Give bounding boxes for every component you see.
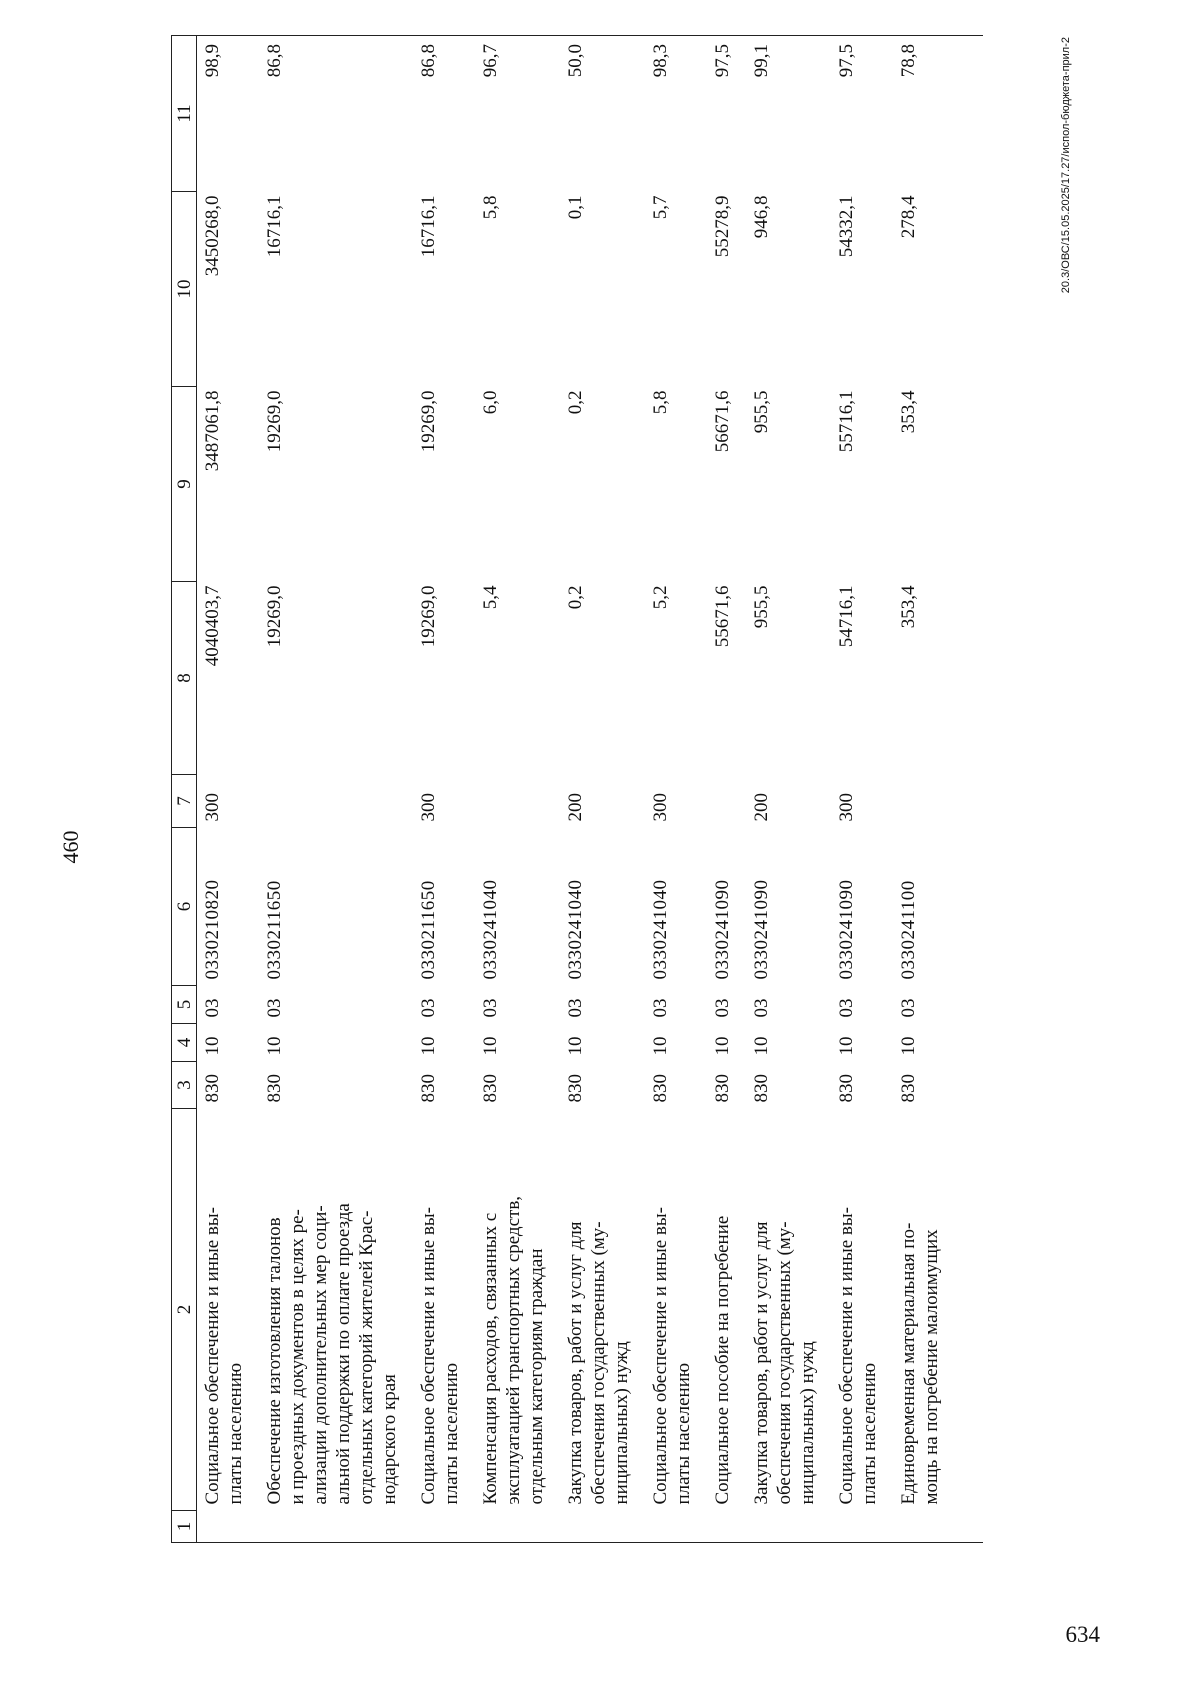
cell-c2: Социальное пособие на погребение [712, 1215, 733, 1505]
cell-c3: 830 [480, 1074, 501, 1103]
column-header-2: 2 [172, 1109, 197, 1511]
cell-c11: 97,5 [831, 36, 893, 192]
cell-c8: 5,2 [650, 585, 671, 610]
column-header-5: 5 [172, 986, 197, 1024]
cell-c9: 353,4 [898, 390, 919, 434]
page-number: 460 [58, 830, 83, 864]
table-row [259, 36, 413, 1543]
cell-c9: 5,8 [650, 390, 671, 415]
cell-c7 [475, 775, 560, 828]
cell-c9: 955,5 [751, 390, 772, 434]
cell-c1 [560, 1511, 645, 1543]
cell-c7: 300 [650, 793, 671, 822]
cell-c6: 0330241040 [480, 879, 501, 980]
cell-c3: 830 [751, 1074, 772, 1103]
cell-c2: Социальное обеспечение и иные вы- платы населению [418, 1207, 462, 1505]
cell-c8: 5,4 [480, 585, 501, 610]
cell-c7 [259, 775, 413, 828]
table-row [831, 36, 893, 1543]
cell-c4: 10 [565, 1036, 586, 1056]
cell-c1 [475, 1511, 560, 1543]
cell-c10: 946,8 [751, 195, 772, 239]
cell-c1 [746, 1511, 831, 1543]
table-row [197, 36, 260, 1543]
cell-c9: 3487061,8 [202, 390, 223, 472]
cell-c11: 98,3 [645, 36, 707, 192]
cell-c5: 03 [202, 998, 223, 1018]
budget-table [171, 35, 983, 1543]
cell-c7 [893, 775, 983, 828]
column-header-11: 11 [172, 36, 197, 192]
table-row [560, 36, 645, 1543]
cell-c5: 03 [836, 998, 857, 1018]
cell-c8: 19269,0 [418, 585, 439, 648]
cell-c1 [413, 1511, 475, 1543]
cell-c7: 300 [202, 793, 223, 822]
cell-c5: 03 [264, 998, 285, 1018]
cell-c11: 96,7 [475, 36, 560, 192]
cell-c11: 99,1 [746, 36, 831, 192]
cell-c11: 78,8 [893, 36, 983, 192]
cell-c1 [259, 1511, 413, 1543]
cell-c3: 830 [712, 1074, 733, 1103]
cell-c2: Социальное обеспечение и иные вы- платы населению [836, 1207, 880, 1505]
cell-c6: 0330241040 [650, 879, 671, 980]
cell-c9: 0,2 [565, 390, 586, 415]
cell-c10: 54332,1 [836, 195, 857, 258]
cell-c3: 830 [650, 1074, 671, 1103]
cell-c2: Социальное обеспечение и иные вы- платы населению [202, 1207, 246, 1505]
cell-c7: 200 [751, 793, 772, 822]
table-row [413, 36, 475, 1543]
cell-c4: 10 [751, 1036, 772, 1056]
header-row [172, 36, 197, 1543]
cell-c4: 10 [898, 1036, 919, 1056]
cell-c10: 0,1 [565, 195, 586, 220]
table-row [645, 36, 707, 1543]
cell-c10: 16716,1 [418, 195, 439, 258]
cell-c3: 830 [898, 1074, 919, 1103]
document-code: 20.3/ОВС/15.05.2025/17.27/испол-бюджета-прил-2 [1060, 37, 1072, 294]
cell-c8: 353,4 [898, 585, 919, 629]
cell-c4: 10 [418, 1036, 439, 1056]
cell-c4: 10 [264, 1036, 285, 1056]
cell-c7: 200 [565, 793, 586, 822]
cell-c8: 55671,6 [712, 585, 733, 648]
cell-c7 [707, 775, 746, 828]
cell-c7: 300 [836, 793, 857, 822]
column-header-3: 3 [172, 1062, 197, 1109]
cell-c5: 03 [751, 998, 772, 1018]
cell-c1 [893, 1511, 983, 1543]
cell-c6: 0330241090 [751, 879, 772, 980]
column-header-9: 9 [172, 387, 197, 582]
cell-c10: 5,8 [480, 195, 501, 220]
cell-c11: 97,5 [707, 36, 746, 192]
cell-c9: 19269,0 [418, 390, 439, 453]
cell-c3: 830 [202, 1074, 223, 1103]
cell-c1 [197, 1511, 260, 1543]
sheet-number: 634 [1065, 1622, 1100, 1647]
cell-c2: Закупка товаров, работ и услуг для обеспечения государственных (му- ниципальных) нужд [565, 1221, 632, 1505]
cell-c7: 300 [418, 793, 439, 822]
cell-c8: 54716,1 [836, 585, 857, 648]
cell-c10: 55278,9 [712, 195, 733, 258]
cell-c4: 10 [650, 1036, 671, 1056]
cell-c6: 0330210820 [202, 879, 223, 980]
cell-c5: 03 [650, 998, 671, 1018]
cell-c11: 50,0 [560, 36, 645, 192]
table-row [893, 36, 983, 1543]
column-header-1: 1 [172, 1511, 197, 1543]
table-header [172, 36, 197, 1543]
cell-c6: 0330241090 [836, 879, 857, 980]
cell-c11: 98,9 [197, 36, 260, 192]
cell-c10: 278,4 [898, 195, 919, 239]
cell-c11: 86,8 [259, 36, 413, 192]
cell-c4: 10 [202, 1036, 223, 1056]
table-row [475, 36, 560, 1543]
cell-c9: 55716,1 [836, 390, 857, 453]
cell-c4: 10 [712, 1036, 733, 1056]
cell-c2: Закупка товаров, работ и услуг для обеспечения государственных (му- ниципальных) нужд [751, 1221, 818, 1505]
cell-c9: 56671,6 [712, 390, 733, 453]
cell-c2: Единовременная материальная по- мощь на погребение малоимущих [898, 1222, 942, 1505]
cell-c1 [831, 1511, 893, 1543]
cell-c9: 19269,0 [264, 390, 285, 453]
cell-c8: 19269,0 [264, 585, 285, 648]
cell-c6: 0330241040 [565, 879, 586, 980]
cell-c8: 0,2 [565, 585, 586, 610]
cell-c3: 830 [836, 1074, 857, 1103]
cell-c11: 86,8 [413, 36, 475, 192]
column-header-4: 4 [172, 1024, 197, 1062]
cell-c6: 0330211650 [418, 880, 439, 980]
column-header-7: 7 [172, 775, 197, 828]
column-header-6: 6 [172, 828, 197, 986]
cell-c3: 830 [565, 1074, 586, 1103]
cell-c2: Социальное обеспечение и иные вы- платы населению [650, 1207, 694, 1505]
cell-c8: 4040403,7 [202, 585, 223, 667]
cell-c10: 5,7 [650, 195, 671, 220]
cell-c5: 03 [712, 998, 733, 1018]
cell-c1 [645, 1511, 707, 1543]
table-row [746, 36, 831, 1543]
cell-c6: 0330241100 [898, 880, 919, 980]
cell-c6: 0330211650 [264, 880, 285, 980]
cell-c3: 830 [418, 1074, 439, 1103]
cell-c1 [707, 1511, 746, 1543]
cell-c5: 03 [418, 998, 439, 1018]
column-header-10: 10 [172, 192, 197, 387]
cell-c5: 03 [480, 998, 501, 1018]
cell-c4: 10 [836, 1036, 857, 1056]
table-row [707, 36, 746, 1543]
column-header-8: 8 [172, 582, 197, 775]
cell-c10: 3450268,0 [202, 195, 223, 277]
cell-c8: 955,5 [751, 585, 772, 629]
cell-c3: 830 [264, 1074, 285, 1103]
table-body [197, 36, 984, 1543]
cell-c5: 03 [565, 998, 586, 1018]
cell-c6: 0330241090 [712, 879, 733, 980]
cell-c5: 03 [898, 998, 919, 1018]
cell-c2: Обеспечение изготовления талонов и проездных документов в целях ре- ализации дополнительных мер соци- альной поддержки по оплате проезда отдельных категорий жителей Крас- нодарского края [264, 1203, 400, 1505]
cell-c4: 10 [480, 1036, 501, 1056]
cell-c9: 6,0 [480, 390, 501, 415]
cell-c10: 16716,1 [264, 195, 285, 258]
cell-c2: Компенсация расходов, связанных с эксплуатацией транспортных средств, отдельным категориям граждан [480, 1195, 547, 1505]
